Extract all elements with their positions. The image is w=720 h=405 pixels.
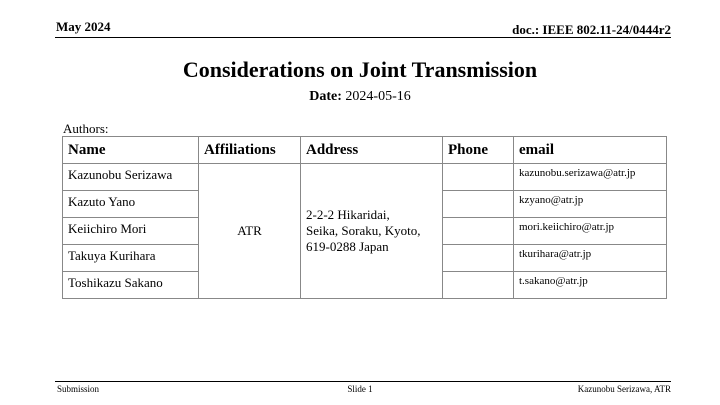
author-email: kazunobu.serizawa@atr.jp (514, 164, 667, 191)
phone-cell (443, 245, 514, 272)
date-label: Date: (309, 89, 342, 104)
author-email: kzyano@atr.jp (514, 191, 667, 218)
col-header-address: Address (301, 137, 443, 164)
phone-cell (443, 272, 514, 299)
table-row (63, 164, 667, 191)
header-doc-id: doc.: IEEE 802.11-24/0444r2 (512, 22, 671, 37)
phone-cell (443, 164, 514, 191)
author-name: Toshikazu Sakano (63, 272, 199, 299)
col-header-email: email (514, 137, 667, 164)
address-cell (301, 164, 443, 299)
author-email: t.sakano@atr.jp (514, 272, 667, 299)
footer-slide-number: Slide 1 (347, 384, 373, 394)
footer-divider (55, 381, 671, 382)
address-line: 2-2-2 Hikaridai, (306, 207, 390, 222)
col-header-phone: Phone (443, 137, 514, 164)
author-name: Keiichiro Mori (63, 218, 199, 245)
author-email: mori.keiichiro@atr.jp (514, 218, 667, 245)
footer-submission: Submission (57, 384, 100, 394)
date-value: 2024-05-16 (345, 89, 411, 104)
address-line: 619-0288 Japan (306, 239, 389, 254)
author-name: Kazunobu Serizawa (63, 164, 199, 191)
author-email: tkurihara@atr.jp (514, 245, 667, 272)
header-divider (55, 37, 671, 38)
col-header-affiliations: Affiliations (199, 137, 301, 164)
header-date: May 2024 (56, 19, 111, 34)
table-header-row (63, 137, 667, 164)
footer-author: Kazunobu Serizawa, ATR (577, 384, 671, 394)
affiliation-cell: ATR (199, 164, 301, 299)
slide-title: Considerations on Joint Transmission (182, 57, 538, 82)
phone-cell (443, 191, 514, 218)
authors-label: Authors: (63, 121, 109, 136)
address-line: Seika, Soraku, Kyoto, (306, 223, 421, 238)
author-name: Kazuto Yano (63, 191, 199, 218)
phone-cell (443, 218, 514, 245)
authors-table (62, 136, 667, 299)
date-line (0, 89, 720, 105)
col-header-name: Name (63, 137, 199, 164)
author-name: Takuya Kurihara (63, 245, 199, 272)
